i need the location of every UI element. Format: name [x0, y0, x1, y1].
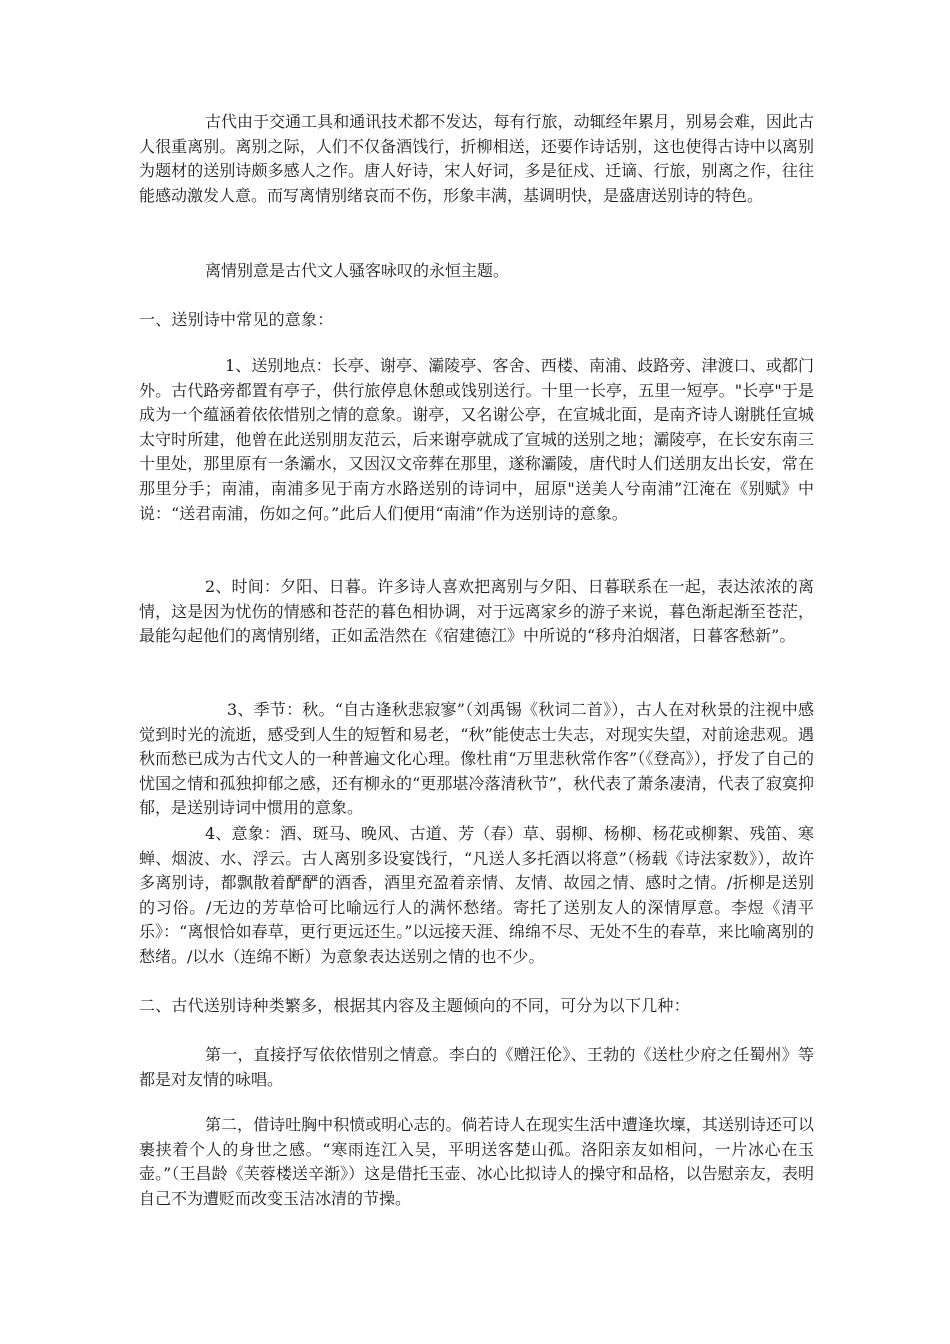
imagery-item-symbols: 4、意象：酒、斑马、晚风、古道、芳（春）草、弱柳、杨柳、杨花或柳絮、残笛、寒蝉、烟波、水、浮云。古人离别多设宴饯行，“凡送人多托酒以将意”（杨载《诗法家数》），故许多离别诗，都飘散着酽酽的酒香，酒里充盈着亲情、友情、故园之情、感时之情。/折柳是送别的习俗。/无边的芳草恰可比喻远行人的满怀愁绪。寄托了送别友人的深情厚意。李煜《清平乐》：“离恨恰如春草，更行更远还生。”以远接天涯、绵绵不尽、无处不生的春草，来比喻离别的愁绪。/以水（连绵不断）为意象表达送别之情的也不少。 — [139, 824, 814, 966]
type-item-first: 第一，直接抒写依依惜别之情意。李白的《赠汪伦》、王勃的《送杜少府之任蜀州》等都是对友情的咏唱。 — [139, 1045, 814, 1089]
type-item-second: 第二，借诗吐胸中积愤或明心志的。倘若诗人在现实生活中遭逢坎壈，其送别诗还可以裹挟着个人的身世之感。“寒雨连江入吴，平明送客楚山孤。洛阳亲友如相问，一片冰心在玉壶。”（王昌龄《芙蓉楼送辛渐》）这是借托玉壶、冰心比拟诗人的操守和品格，以告慰亲友，表明自己不为遭贬而改变玉洁冰清的节操。 — [139, 1115, 814, 1208]
section-heading-imagery: 一、送别诗中常见的意象： — [139, 310, 334, 329]
imagery-item-location: 1、送别地点：长亭、谢亭、灞陵亭、客舍、西楼、南浦、歧路旁、津渡口、或都门外。古代路旁都置有亭子，供行旅停息休憩或饯别送行。十里一长亭，五里一短亭。"长亭"于是成为一个蕴涵着依依惜别之情的意象。谢亭，又名谢公亭，在宣城北面，是南齐诗人谢朓任宣城太守时所建，他曾在此送别朋友范云，后来谢亭就成了宣城的送别之地；灞陵亭，在长安东南三十里处，那里原有一条灞水，又因汉文帝葬在那里，遂称灞陵，唐代时人们送朋友出长安，常在那里分手；南浦，南浦多见于南方水路送别的诗词中，屈原"送美人兮南浦”江淹在《别赋》中说：“送君南浦，伤如之何。”此后人们便用“南浦”作为送别诗的意象。 — [139, 356, 814, 523]
imagery-item-time: 2、时间：夕阳、日暮。许多诗人喜欢把离别与夕阳、日暮联系在一起，表达浓浓的离情，这是因为忧伤的情感和苍茫的暮色相协调，对于远离家乡的游子来说，暮色渐起渐至苍茫，最能勾起他们的离情别绪，正如孟浩然在《宿建德江》中所说的“移舟泊烟渚，日暮客愁新”。 — [139, 577, 814, 646]
theme-statement: 离情别意是古代文人骚客咏叹的永恒主题。 — [205, 261, 510, 280]
intro-paragraph: 古代由于交通工具和通讯技术都不发达，每有行旅，动辄经年累月，别易会难，因此古人很重离别。离别之际，人们不仅备酒饯行，折柳相送，还要作诗话别，这也使得古诗中以离别为题材的送别诗颇多感人之作。唐人好诗，宋人好词，多是征戍、迁谪、行旅，别离之作，往往能感动激发人意。而写离情别绪哀而不伤，形象丰满，基调明快，是盛唐送别诗的特色。 — [139, 112, 814, 205]
section-heading-types: 二、古代送别诗种类繁多，根据其内容及主题倾向的不同，可分为以下几种： — [139, 996, 690, 1015]
imagery-item-season: 3、季节：秋。“自古逢秋悲寂寥”（刘禹锡《秋词二首》），古人在对秋景的注视中感觉到时光的流逝，感受到人生的短暂和易老，“秋”能使志士失志，对现实失望，对前途悲观。遇秋而愁已成为古代文人的一种普遍文化心理。像杜甫“万里悲秋常作客”（《登高》），抒发了自己的忧国之情和孤独抑郁之感，还有柳永的“更那堪冷落清秋节”，秋代表了萧条凄清，代表了寂寞抑郁，是送别诗词中惯用的意象。 — [139, 700, 814, 818]
